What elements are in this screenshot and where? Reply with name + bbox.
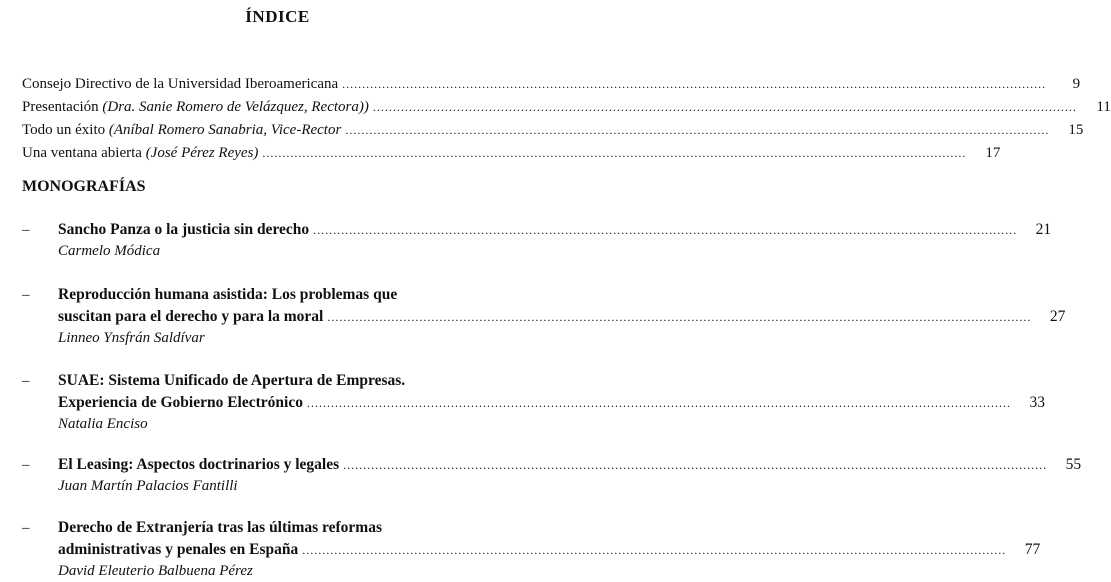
entry-title-continued: suscitan para el derecho y para la moral <box>58 308 324 325</box>
entry-dash: – <box>22 287 30 303</box>
dot-leader <box>327 306 1031 328</box>
front-matter-item[interactable] <box>22 142 1001 165</box>
item-author: (Dra. Sanie Romero de Velázquez, Rectora)) <box>102 99 369 115</box>
dot-leader <box>345 119 1049 142</box>
dot-leader <box>342 73 1046 96</box>
entry-dash: – <box>22 520 30 536</box>
dot-leader <box>343 454 1047 476</box>
entry-title: El Leasing: Aspectos doctrinarios y legales <box>58 456 340 473</box>
front-matter-item[interactable] <box>22 96 1111 119</box>
item-title: Todo un éxito <box>22 122 109 138</box>
entry-author: David Eleuterio Balbuena Pérez <box>58 563 253 579</box>
entry-title-continued: Experiencia de Gobierno Electrónico <box>58 394 303 411</box>
item-author: (José Pérez Reyes) <box>145 145 259 161</box>
item-title: Presentación <box>22 99 103 115</box>
front-matter-item[interactable] <box>22 73 1081 96</box>
entry-title: Derecho de Extranjería tras las últimas reformas <box>58 519 382 536</box>
page-number: 11 <box>1096 99 1111 115</box>
section-title: MONOGRAFÍAS <box>22 178 146 195</box>
dot-leader <box>307 392 1011 414</box>
entry-author: Linneo Ynsfrán Saldívar <box>58 330 205 346</box>
page-number: 55 <box>1065 456 1082 473</box>
page-number: 77 <box>1024 541 1041 558</box>
entry-title: Reproducción humana asistida: Los problemas que <box>58 286 398 303</box>
entry-dash: – <box>22 222 30 238</box>
entry-dash: – <box>22 457 30 473</box>
entry-title: Sancho Panza o la justicia sin derecho <box>58 221 310 238</box>
page-number: 27 <box>1049 308 1066 325</box>
front-matter-list <box>22 73 1111 165</box>
entry-title: SUAE: Sistema Unificado de Apertura de Empresas. <box>58 372 406 389</box>
dot-leader <box>262 142 966 165</box>
item-author: (Aníbal Romero Sanabria, Vice-Rector <box>108 122 342 138</box>
entry-author: Carmelo Módica <box>58 243 161 259</box>
item-title: Una ventana abierta <box>22 145 146 161</box>
page-number: 17 <box>985 145 1001 161</box>
page-number: 9 <box>1072 76 1081 92</box>
entry-title-continued: administrativas y penales en España <box>58 541 299 558</box>
page-number: 15 <box>1068 122 1084 138</box>
entry-author: Juan Martín Palacios Fantilli <box>58 478 238 494</box>
front-matter-item[interactable] <box>22 119 1084 142</box>
dot-leader <box>373 96 1077 119</box>
dot-leader <box>302 539 1006 561</box>
entry-dash: – <box>22 373 30 389</box>
index-heading: ÍNDICE <box>245 7 310 26</box>
page-number: 33 <box>1029 394 1045 411</box>
dot-leader <box>313 219 1017 241</box>
entry-author: Natalia Enciso <box>58 416 148 432</box>
item-title: Consejo Directivo de la Universidad Iberoamericana <box>22 76 339 92</box>
page-number: 21 <box>1035 221 1052 238</box>
